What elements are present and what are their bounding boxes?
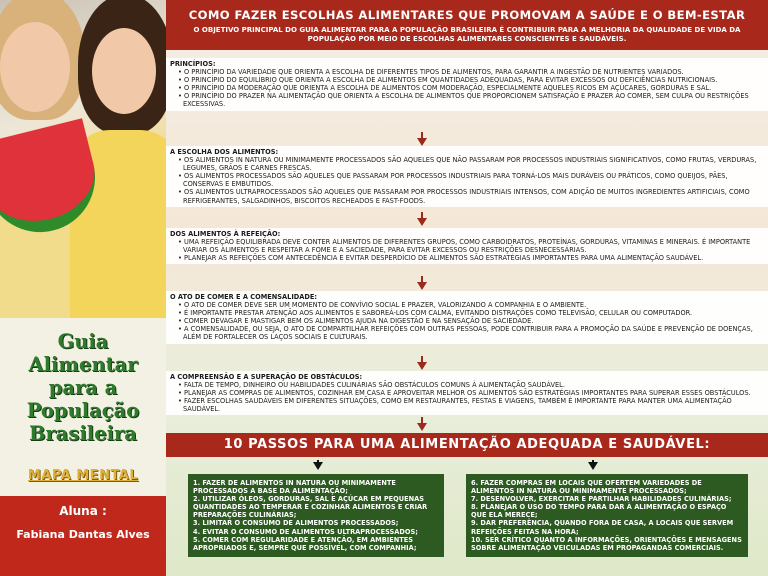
steps-box-left [188, 474, 444, 557]
step-item: 4. EVITAR O CONSUMO DE ALIMENTOS ULTRAPROCESSADOS; [193, 527, 418, 536]
title-line: Alimentar [28, 353, 138, 376]
author-box [0, 496, 166, 576]
face-right [92, 28, 156, 114]
list-item: • OS ALIMENTOS PROCESSADOS SÃO AQUELES QUE PASSARAM POR PROCESSOS INDUSTRIAIS PARA TORNÁ-LOS MAIS DURÁVEIS OU PRÁTICOS, COMO QUEIJOS, PÃES, CONSERVAS E EMBUTIDOS. [178, 172, 764, 188]
list-item: • PLANEJAR AS COMPRAS DE ALIMENTOS, COZINHAR EM CASA E APROVEITAR MELHOR OS ALIMENTOS SÃO ESTRATÉGIAS IMPORTANTES PARA SUPERAR ESSES OBSTÁCULOS. [178, 389, 764, 397]
list-item: • OS ALIMENTOS IN NATURA OU MINIMAMENTE PROCESSADOS SÃO AQUELES QUE NÃO PASSARAM POR PROCESSOS INDUSTRIAIS SIGNIFICATIVOS, COMO FRUTAS, VERDURAS, LEGUMES, GRÃOS E CARNES FRESCAS. [178, 156, 764, 172]
step-item: 8. PLANEJAR O USO DO TEMPO PARA DAR À ALIMENTAÇÃO O ESPAÇO QUE ELA MERECE; [471, 503, 727, 520]
main-title: COMO FAZER ESCOLHAS ALIMENTARES QUE PROMOVAM A SAÚDE E O BEM-ESTAR [188, 8, 746, 22]
author-name: Fabiana Dantas Alves [16, 528, 150, 541]
section-meal [166, 228, 768, 264]
step-item: 10. SER CRÍTICO QUANTO A INFORMAÇÕES, ORIENTAÇÕES E MENSAGENS SOBRE ALIMENTAÇÃO VEICULADAS EM PROPAGANDAS COMERCIAIS. [471, 535, 742, 552]
left-column [0, 0, 166, 576]
down-arrow-icon [588, 462, 598, 470]
step-item: 9. DAR PREFERÊNCIA, QUANDO FORA DE CASA, A LOCAIS QUE SERVEM REFEIÇÕES FEITAS NA HORA; [471, 519, 734, 536]
guide-title [0, 330, 166, 445]
section-eating-act [166, 291, 768, 344]
title-line: População [26, 399, 140, 422]
step-item: 3. LIMITAR O CONSUMO DE ALIMENTOS PROCESSADOS; [193, 519, 399, 528]
down-arrow-icon [417, 423, 427, 431]
list-item: • O PRINCÍPIO DO PRAZER NA ALIMENTAÇÃO QUE ORIENTA A ESCOLHA DE ALIMENTOS QUE PROPORCIONEM SATISFAÇÃO E PRAZER AO COMER, SEM CULPA OU RESTRIÇÕES EXCESSIVAS. [178, 92, 764, 108]
down-arrow-icon [417, 282, 427, 290]
list-item: • FALTA DE TEMPO, DINHEIRO OU HABILIDADES CULINÁRIAS SÃO OBSTÁCULOS COMUNS À ALIMENTAÇÃO SAUDÁVEL. [178, 381, 764, 389]
main-subtitle: O OBJETIVO PRINCIPAL DO GUIA ALIMENTAR PARA A POPULAÇÃO BRASILEIRA É CONTRIBUIR PARA A MELHORIA DA QUALIDADE DE VIDA DA POPULAÇÃO POR MEIO DE ESCOLHAS ALIMENTARES CONSCIENTES E SAUDÁVEIS. [193, 26, 741, 43]
step-item: 5. COMER COM REGULARIDADE E ATENÇÃO, EM AMBIENTES APROPRIADOS E, SEMPRE QUE POSSÍVEL, COM COMPANHIA; [193, 535, 417, 552]
section-heading: O ATO DE COMER E A COMENSALIDADE: [170, 293, 317, 301]
steps-title: 10 PASSOS PARA UMA ALIMENTAÇÃO ADEQUADA E SAUDÁVEL: [166, 433, 768, 457]
steps-box-right [466, 474, 748, 557]
section-heading: A COMPREENSÃO E A SUPERAÇÃO DE OBSTÁCULOS: [170, 373, 363, 381]
section-heading: DOS ALIMENTOS À REFEIÇÃO: [170, 230, 281, 238]
author-label: Aluna : [59, 504, 107, 518]
section-obstacles [166, 371, 768, 415]
right-column [166, 0, 768, 576]
down-arrow-icon [313, 462, 323, 470]
children-photo [0, 0, 166, 318]
section-heading: PRINCÍPIOS: [170, 60, 216, 68]
list-item: • O PRINCÍPIO DA MODERAÇÃO QUE ORIENTA A ESCOLHA DE ALIMENTOS COM MODERAÇÃO, ESPECIALMENTE AQUELES RICOS EM AÇÚCARES, GORDURAS E SAL. [178, 84, 764, 92]
down-arrow-icon [417, 362, 427, 370]
title-line: Brasileira [29, 422, 137, 445]
step-item: 2. UTILIZAR ÓLEOS, GORDURAS, SAL E AÇÚCAR EM PEQUENAS QUANTIDADES AO TEMPERAR E COZINHAR ALIMENTOS E CRIAR PREPARAÇÕES CULINÁRIAS; [193, 495, 428, 520]
list-item: • O PRINCÍPIO DO EQUILÍBRIO QUE ORIENTA A ESCOLHA DE ALIMENTOS EM QUANTIDADES ADEQUADAS, PARA EVITAR EXCESSOS OU DEFICIÊNCIAS NUTRICIONAIS. [178, 76, 764, 84]
list-item: • COMER DEVAGAR E MASTIGAR BEM OS ALIMENTOS AJUDA NA DIGESTÃO E NA SENSAÇÃO DE SACIEDADE. [178, 317, 764, 325]
list-item: • O PRINCÍPIO DA VARIEDADE QUE ORIENTA A ESCOLHA DE DIFERENTES TIPOS DE ALIMENTOS, PARA GARANTIR A INGESTÃO DE NUTRIENTES VARIADOS. [178, 68, 764, 76]
step-item: 1. FAZER DE ALIMENTOS IN NATURA OU MINIMAMENTE PROCESSADOS A BASE DA ALIMENTAÇÃO; [193, 479, 396, 496]
section-heading: A ESCOLHA DOS ALIMENTOS: [170, 148, 279, 156]
down-arrow-icon [417, 218, 427, 226]
mind-map-subtitle: MAPA MENTAL [27, 468, 139, 483]
list-item: • PLANEJAR AS REFEIÇÕES COM ANTECEDÊNCIA E EVITAR DESPERDÍCIO DE ALIMENTOS SÃO ESTRATÉGIAS IMPORTANTES PARA UMA ALIMENTAÇÃO SAUDÁVEL. [178, 254, 764, 262]
list-item: • OS ALIMENTOS ULTRAPROCESSADOS SÃO AQUELES QUE PASSARAM POR PROCESSOS INDUSTRIAIS INTENSOS, COM ADIÇÃO DE MUITOS INGREDIENTES ARTIFICIAIS, COMO REFRIGERANTES, SALGADINHOS, BISCOITOS RECHEADOS E FAST-FOODS. [178, 188, 764, 204]
down-arrow-icon [417, 138, 427, 146]
step-item: 6. FAZER COMPRAS EM LOCAIS QUE OFERTEM VARIEDADES DE ALIMENTOS IN NATURA OU MINIMAMENTE PROCESSADOS; [471, 479, 702, 496]
face-left [0, 22, 70, 112]
title-line: para a [48, 376, 118, 399]
section-principles [166, 58, 768, 111]
list-item: • O ATO DE COMER DEVE SER UM MOMENTO DE CONVÍVIO SOCIAL E PRAZER, VALORIZANDO A COMPANHIA E O AMBIENTE. [178, 301, 764, 309]
title-line: Guia [57, 330, 109, 353]
header-banner [166, 0, 768, 50]
list-item: • É IMPORTANTE PRESTAR ATENÇÃO AOS ALIMENTOS E SABOREÁ-LOS COM CALMA, EVITANDO DISTRAÇÕES COMO TELEVISÃO, CELULAR OU COMPUTADOR. [178, 309, 764, 317]
section-food-choice [166, 146, 768, 207]
list-item: • UMA REFEIÇÃO EQUILIBRADA DEVE CONTER ALIMENTOS DE DIFERENTES GRUPOS, COMO CARBOIDRATOS, PROTEÍNAS, GORDURAS, VITAMINAS E MINERAIS. É IMPORTANTE VARIAR OS ALIMENTOS E RESPEITAR A FOME E A SACIEDADE, PARA EVITAR EXCESSOS OU RESTRIÇÕES DESNECESSÁRIAS. [178, 238, 764, 254]
step-item: 7. DESENVOLVER, EXERCITAR E PARTILHAR HABILIDADES CULINÁRIAS; [471, 495, 732, 504]
list-item: • A COMENSALIDADE, OU SEJA, O ATO DE COMPARTILHAR REFEIÇÕES COM OUTRAS PESSOAS, PODE CONTRIBUIR PARA A PROMOÇÃO DA SAÚDE E PREVENÇÃO DE DOENÇAS, ALÉM DE FORTALECER OS LAÇOS SOCIAIS E CULTURAIS. [178, 325, 764, 341]
list-item: • FAZER ESCOLHAS SAUDÁVEIS EM DIFERENTES SITUAÇÕES, COMO EM RESTAURANTES, FESTAS E VIAGENS, TAMBÉM É IMPORTANTE PARA MANTER UMA ALIMENTAÇÃO SAUDÁVEL. [178, 397, 764, 413]
